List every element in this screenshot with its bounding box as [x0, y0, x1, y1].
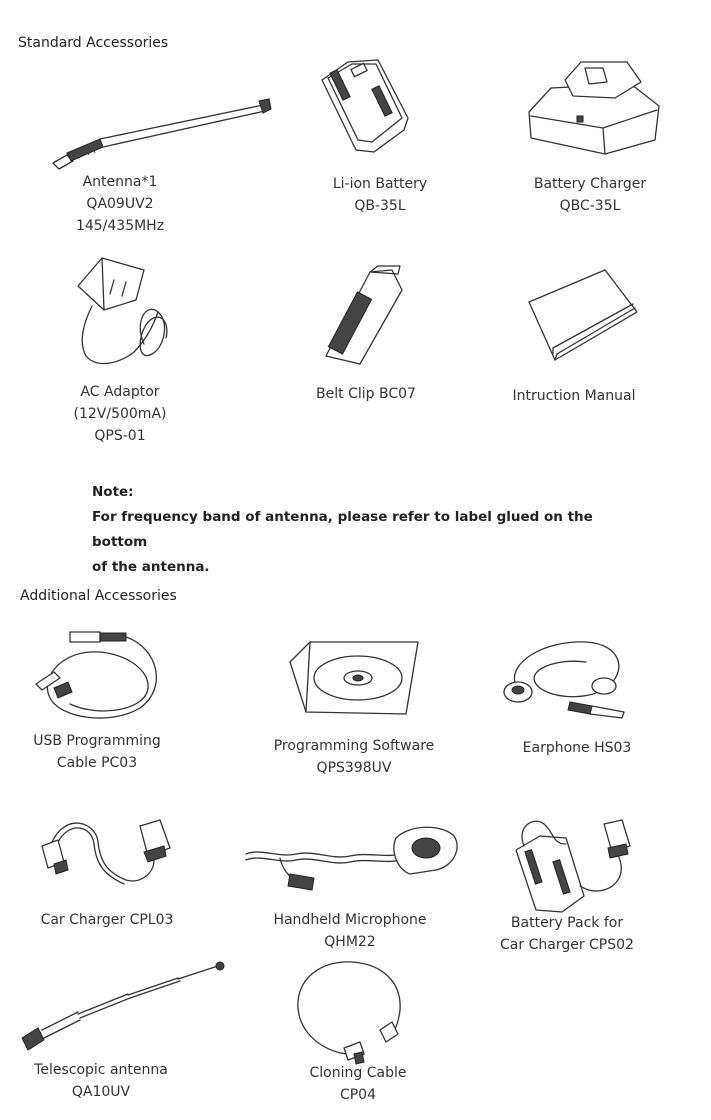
- charger-caption-2: QBC-35L: [559, 198, 621, 214]
- antenna-caption-1: Antenna*1: [82, 174, 158, 190]
- telescopic-antenna-icon: [18, 958, 238, 1058]
- manual-caption-1: Intruction Manual: [512, 388, 636, 404]
- car-charger-icon: [36, 812, 176, 902]
- batterypack-caption-2: Car Charger CPS02: [500, 937, 634, 953]
- microphone-icon: [240, 818, 460, 898]
- antenna-caption-3: 145/435MHz: [75, 218, 165, 234]
- charger-icon: [523, 58, 663, 158]
- earphone-caption-1: Earphone HS03: [522, 740, 632, 756]
- adaptor-caption-2: (12V/500mA): [73, 406, 167, 422]
- cloning-cable-icon: [292, 958, 412, 1068]
- battery-caption-1: Li-ion Battery: [332, 176, 428, 192]
- note-text-line2: of the antenna.: [92, 559, 210, 575]
- microphone-caption-1: Handheld Microphone: [273, 912, 427, 928]
- cd-icon: [286, 638, 426, 718]
- note-text-line1: For frequency band of antenna, please refer to label glued on the bottom: [92, 509, 593, 550]
- belt-clip-icon: [322, 266, 412, 366]
- battery-pack-icon: [510, 816, 640, 916]
- standard-accessories-heading: Standard Accessories: [18, 35, 169, 51]
- note-block: [92, 480, 652, 580]
- ac-adaptor-icon: [74, 252, 184, 372]
- cloning-caption-1: Cloning Cable: [309, 1065, 407, 1081]
- software-caption-1: Programming Software: [273, 738, 435, 754]
- carcharger-caption-1: Car Charger CPL03: [40, 912, 174, 928]
- manual-icon: [525, 268, 645, 368]
- microphone-caption-2: QHM22: [324, 934, 376, 950]
- antenna-caption-2: QA09UV2: [86, 196, 154, 212]
- battery-icon: [308, 56, 418, 156]
- usb-cable-icon: [30, 628, 170, 728]
- software-caption-2: QPS398UV: [316, 760, 392, 776]
- cloning-caption-2: CP04: [339, 1087, 377, 1103]
- adaptor-caption-1: AC Adaptor: [80, 384, 160, 400]
- battery-caption-2: QB-35L: [354, 198, 406, 214]
- note-label: Note:: [92, 484, 134, 500]
- additional-accessories-heading: Additional Accessories: [20, 588, 177, 604]
- telescopic-caption-2: QA10UV: [71, 1084, 131, 1100]
- usbcable-caption-1: USB Programming: [33, 733, 161, 749]
- batterypack-caption-1: Battery Pack for: [510, 915, 624, 931]
- telescopic-caption-1: Telescopic antenna: [34, 1062, 168, 1078]
- adaptor-caption-3: QPS-01: [94, 428, 146, 444]
- earphone-icon: [496, 632, 636, 722]
- charger-caption-1: Battery Charger: [533, 176, 647, 192]
- antenna-icon: [45, 95, 275, 175]
- usbcable-caption-2: Cable PC03: [56, 755, 138, 771]
- beltclip-caption-1: Belt Clip BC07: [316, 386, 416, 402]
